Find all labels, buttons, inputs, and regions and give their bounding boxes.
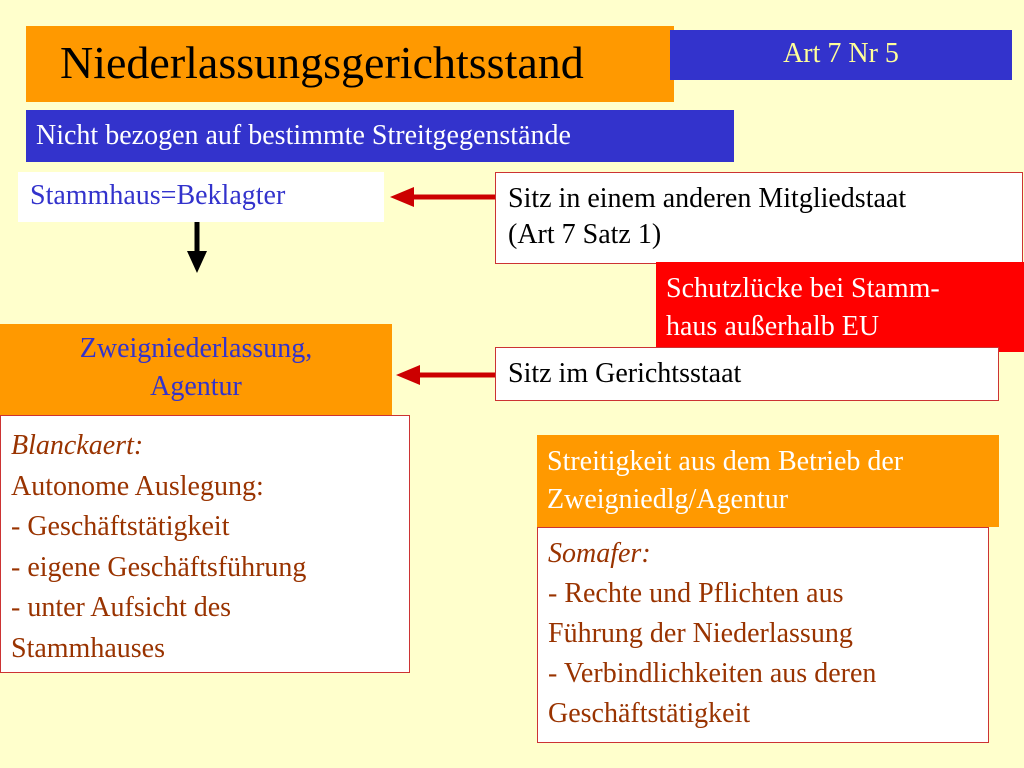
somafer-line-1: - Rechte und Pflichten aus	[548, 578, 844, 609]
page-title: Niederlassungsgerichtsstand	[26, 26, 674, 102]
zweig-line-2: Agentur	[150, 371, 242, 402]
blanckaert-line-4: - unter Aufsicht des	[11, 592, 232, 623]
arrow-to-stammhaus	[390, 187, 495, 207]
arrow-down-to-zweig	[187, 222, 207, 273]
sitz-court-state-box: Sitz im Gerichtsstaat	[495, 347, 999, 401]
somafer-line-4: Geschäftstätigkeit	[548, 698, 751, 729]
schutzluecke-line-2: haus außerhalb EU	[666, 311, 880, 342]
blanckaert-line-5: Stammhauses	[11, 632, 165, 664]
zweig-line-1: Zweigniederlassung,	[79, 333, 313, 364]
article-reference: Art 7 Nr 5	[670, 30, 1012, 80]
streitigkeit-line-2: Zweigniedlg/Agentur	[547, 484, 789, 515]
stammhaus-box: Stammhaus=Beklagter	[18, 172, 384, 222]
blanckaert-heading: Blanckaert:	[11, 430, 144, 461]
somafer-line-3: - Verbindlichkeiten aus deren	[548, 658, 877, 689]
arrow-to-zweig	[396, 365, 495, 385]
schutzluecke-line-1: Schutzlücke bei Stamm-	[666, 273, 940, 304]
sitz-member-line-2: (Art 7 Satz 1)	[508, 219, 662, 250]
somafer-line-2: Führung der Niederlassung	[548, 618, 853, 649]
sitz-member-line-1: Sitz in einem anderen Mitgliedstaat	[508, 183, 907, 214]
blanckaert-line-3: - eigene Geschäftsführung	[11, 551, 307, 583]
blanckaert-line-2: - Geschäftstätigkeit	[11, 511, 230, 542]
blanckaert-line-1: Autonome Auslegung:	[11, 470, 264, 502]
subtitle-banner: Nicht bezogen auf bestimmte Streitgegenstände	[26, 110, 734, 162]
streitigkeit-line-1: Streitigkeit aus dem Betrieb der	[547, 446, 904, 477]
somafer-heading: Somafer:	[548, 538, 651, 569]
